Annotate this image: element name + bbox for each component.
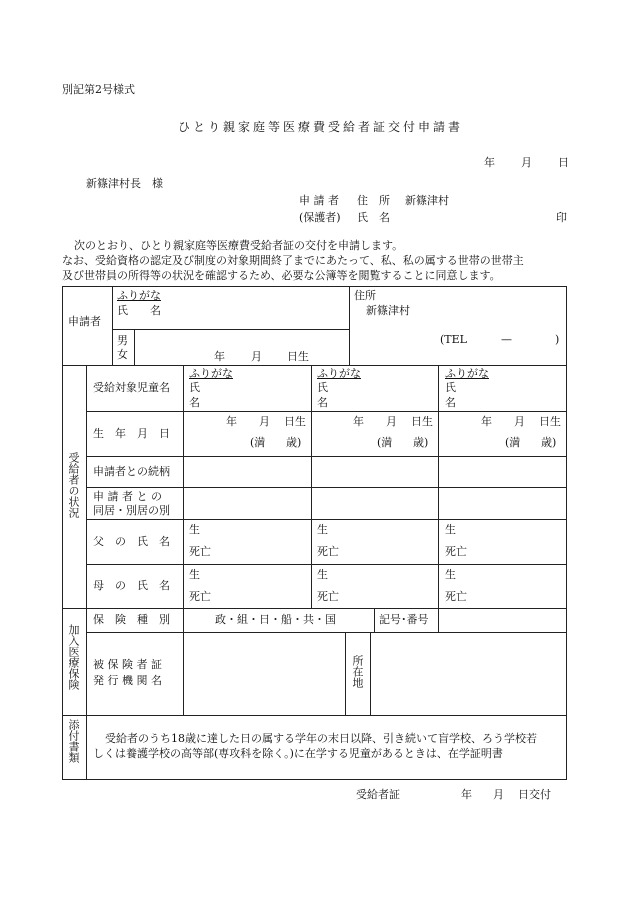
cohab-label-1: 申 請 者 と の <box>93 490 162 503</box>
issuer-label-1: 被 保 険 者 証 <box>93 658 162 671</box>
child1-age-open: (満 <box>250 436 266 449</box>
applicant-address-label: 住所 <box>354 289 376 302</box>
insurance-section-header: 加入医療保険 <box>67 624 80 690</box>
child2-birth-day: 日生 <box>411 415 433 428</box>
recipient-section-header: 受給者の状況 <box>67 452 80 518</box>
mother-name-label: 母 の 氏 名 <box>93 579 170 592</box>
child2-age-close: 歳) <box>413 436 429 449</box>
child2-furigana: ふりがな <box>317 367 361 380</box>
child2-father-alive[interactable]: 生 <box>317 523 328 536</box>
child1-birth-day: 日生 <box>284 415 306 428</box>
applicant-section-header: 申請者 <box>68 315 101 328</box>
child2-birth-month: 月 <box>386 415 397 428</box>
child1-mother-alive[interactable]: 生 <box>189 568 200 581</box>
attachment-section-header: 添付書類 <box>67 719 80 763</box>
child3-name-bottom: 名 <box>445 396 456 409</box>
child3-furigana: ふりがな <box>445 367 489 380</box>
child3-father-deceased[interactable]: 死亡 <box>445 545 467 558</box>
relation-label: 申請者との続柄 <box>93 465 170 478</box>
attachment-text-1: 受給者のうち18歳に達した日の属する学年の末日以降、引き続いて盲学校、ろう学校若 <box>105 732 537 745</box>
child2-age-open: (満 <box>377 436 393 449</box>
guardian-label: (保護者) <box>299 211 341 224</box>
gender-male[interactable]: 男 <box>117 334 128 347</box>
applicant-address-value[interactable]: 新篠津村 <box>366 304 410 317</box>
child2-father-deceased[interactable]: 死亡 <box>317 545 339 558</box>
insurance-number-label: 記号･番号 <box>379 613 429 626</box>
intro-line-1: 次のとおり、ひとり親家庭等医療費受給者証の交付を申請します。 <box>74 239 404 252</box>
child3-mother-alive[interactable]: 生 <box>445 568 456 581</box>
child-name-label: 受給対象児童名 <box>93 381 170 394</box>
father-name-label: 父 の 氏 名 <box>93 535 170 548</box>
child1-birth-month: 月 <box>259 415 270 428</box>
child1-age-close: 歳) <box>286 436 302 449</box>
child3-birth-year: 年 <box>481 415 492 428</box>
applicant-furigana-label: ふりがな <box>117 289 161 302</box>
tel-close: ) <box>555 333 560 346</box>
insurance-type-options[interactable]: 政・組・日・船・共・国 <box>215 613 336 626</box>
attachment-text-2: しくは養護学校の高等部(専攻科を除く。)に在学する児童があるときは、在学証明書 <box>93 747 503 760</box>
applicant-birth-month: 月 <box>251 350 262 363</box>
child2-name-top: 氏 <box>317 381 328 394</box>
footer-cert-label: 受給者証 <box>356 788 400 801</box>
child1-name-bottom: 名 <box>189 396 200 409</box>
intro-line-3: 及び世帯員の所得等の状況を確認するため、必要な公簿等を閲覧することに同意します。 <box>62 269 501 282</box>
issuer-label-2: 発 行 機 関 名 <box>93 674 162 687</box>
issuer-location-label: 所在地 <box>351 655 364 688</box>
insurance-type-label: 保 険 種 別 <box>93 613 170 626</box>
applicant-label: 申 請 者 <box>299 194 339 207</box>
child1-mother-deceased[interactable]: 死亡 <box>189 590 211 603</box>
applicant-name-label: 氏 名 <box>117 304 161 317</box>
child1-father-alive[interactable]: 生 <box>189 523 200 536</box>
child2-birth-year: 年 <box>353 415 364 428</box>
applicant-birth-year: 年 <box>214 350 225 363</box>
form-id: 別記第2号様式 <box>62 83 135 96</box>
date-month: 月 <box>521 156 532 169</box>
child3-birth-month: 月 <box>514 415 525 428</box>
birth-label: 生 年 月 日 <box>93 427 170 440</box>
addressee: 新篠津村長 様 <box>86 177 163 190</box>
address-label: 住 所 <box>357 194 390 207</box>
cohab-label-2: 同居・別居の別 <box>93 504 170 517</box>
applicant-birth-day: 日生 <box>287 350 309 363</box>
gender-female[interactable]: 女 <box>117 348 128 361</box>
child3-mother-deceased[interactable]: 死亡 <box>445 590 467 603</box>
date-day: 日 <box>558 156 569 169</box>
child3-name-top: 氏 <box>445 381 456 394</box>
name-label: 氏 名 <box>357 211 390 224</box>
child3-age-close: 歳) <box>541 436 557 449</box>
child3-father-alive[interactable]: 生 <box>445 523 456 536</box>
intro-line-2: なお、受給資格の認定及び制度の対象期間終了までにあたって、私、私の属する世帯の世帯主 <box>62 254 524 267</box>
child1-furigana: ふりがな <box>189 367 233 380</box>
child2-mother-alive[interactable]: 生 <box>317 568 328 581</box>
child1-birth-year: 年 <box>226 415 237 428</box>
child3-age-open: (満 <box>505 436 521 449</box>
date-year: 年 <box>484 156 495 169</box>
tel-label: (TEL <box>440 333 467 346</box>
footer-issued-day: 日交付 <box>518 788 551 801</box>
child1-father-deceased[interactable]: 死亡 <box>189 545 211 558</box>
page-title: ひとり親家庭等医療費受給者証交付申請書 <box>178 120 464 134</box>
child2-mother-deceased[interactable]: 死亡 <box>317 590 339 603</box>
child2-name-bottom: 名 <box>317 396 328 409</box>
tel-dash: — <box>501 333 512 346</box>
child3-birth-day: 日生 <box>539 415 561 428</box>
address-value[interactable]: 新篠津村 <box>405 194 449 207</box>
child1-name-top: 氏 <box>189 381 200 394</box>
seal-mark: 印 <box>556 211 567 224</box>
footer-month: 月 <box>493 788 504 801</box>
footer-year: 年 <box>461 788 472 801</box>
